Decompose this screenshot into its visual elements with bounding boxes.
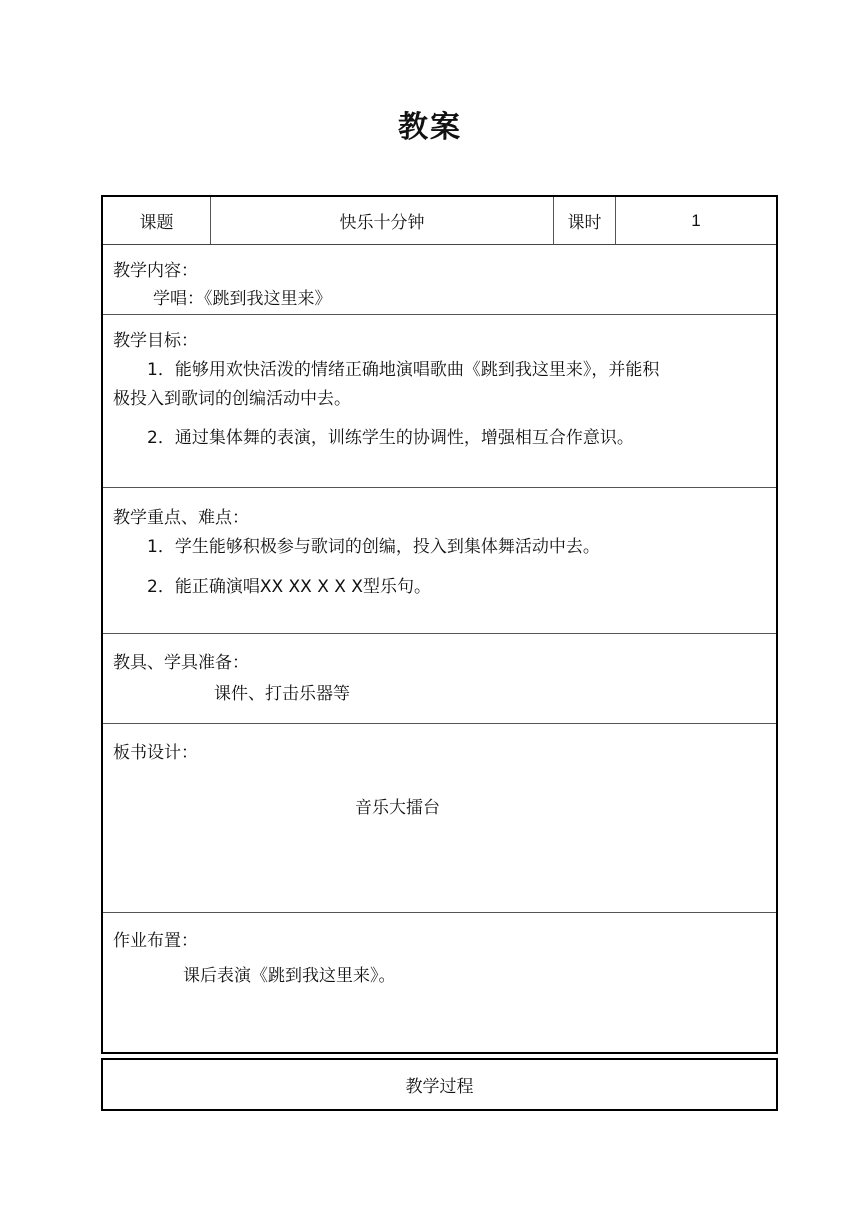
teaching-process-header: 教学过程 xyxy=(101,1058,778,1111)
page-title: 教案 xyxy=(398,110,462,145)
goal-1-line-1: 1．能够用欢快活泼的情绪正确地演唱歌曲《跳到我这里来》，并能积 xyxy=(147,360,660,380)
key-points-section xyxy=(103,488,776,634)
board-label: 板书设计： xyxy=(113,743,198,763)
tools-text: 课件、打击乐器等 xyxy=(214,684,350,704)
board-text: 音乐大擂台 xyxy=(355,798,440,818)
header-row xyxy=(103,197,776,245)
lesson-plan-table xyxy=(101,195,778,1054)
homework-text: 课后表演《跳到我这里来》。 xyxy=(183,966,396,986)
board-section xyxy=(103,724,776,913)
topic-label: 课题 xyxy=(103,197,211,244)
hours-value: 1 xyxy=(691,210,701,230)
homework-section xyxy=(103,913,776,1052)
goals-label: 教学目标： xyxy=(113,331,198,351)
content-text: 学唱：《跳到我这里来》 xyxy=(153,289,332,309)
homework-label: 作业布置： xyxy=(113,931,198,951)
key-points-label: 教学重点、难点： xyxy=(113,508,249,528)
hours-label: 课时 xyxy=(554,197,616,244)
goal-1-line-2: 极投入到歌词的创编活动中去。 xyxy=(113,389,351,409)
topic-value: 快乐十分钟 xyxy=(211,197,554,244)
content-section xyxy=(103,245,776,315)
tools-section xyxy=(103,634,776,724)
key-point-1: 1．学生能够积极参与歌词的创编，投入到集体舞活动中去。 xyxy=(147,537,600,557)
goal-2: 2．通过集体舞的表演，训练学生的协调性，增强相互合作意识。 xyxy=(147,428,634,448)
content-label: 教学内容： xyxy=(113,261,198,281)
tools-label: 教具、学具准备： xyxy=(113,653,249,673)
goals-section xyxy=(103,315,776,488)
key-point-2: 2．能正确演唱XX XX X X X型乐句。 xyxy=(147,577,431,597)
